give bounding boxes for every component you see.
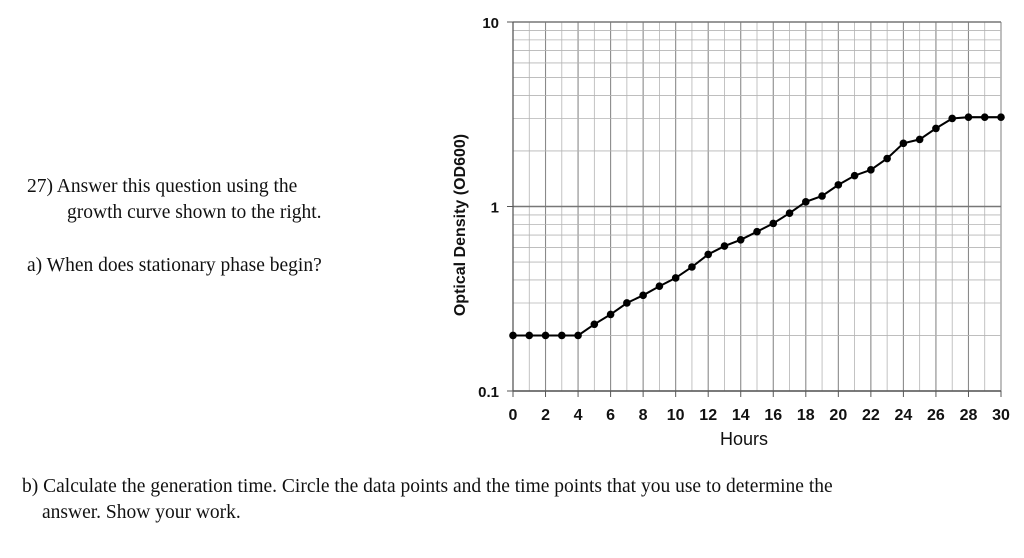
chart-grid bbox=[513, 22, 1001, 391]
data-point bbox=[981, 113, 989, 121]
data-point bbox=[509, 332, 517, 340]
data-point bbox=[639, 292, 647, 300]
data-point bbox=[818, 192, 826, 200]
data-point bbox=[704, 251, 712, 259]
x-tick-label: 18 bbox=[796, 407, 815, 424]
chart-axes bbox=[507, 22, 1001, 397]
data-point bbox=[916, 136, 924, 144]
data-point bbox=[769, 220, 777, 228]
data-point bbox=[542, 332, 550, 340]
data-point bbox=[932, 125, 940, 133]
question-b bbox=[22, 474, 833, 526]
x-tick-label: 30 bbox=[992, 407, 1010, 424]
question-b-line-2: answer. Show your work. bbox=[42, 502, 241, 523]
data-point bbox=[851, 172, 859, 180]
data-point bbox=[802, 198, 810, 206]
data-point bbox=[688, 263, 696, 271]
data-point bbox=[948, 115, 956, 123]
data-point bbox=[900, 140, 908, 148]
question-27-line-2: growth curve shown to the right. bbox=[67, 202, 322, 223]
x-tick-label: 10 bbox=[666, 407, 685, 424]
data-point bbox=[883, 155, 891, 163]
y-tick-label: 0.1 bbox=[478, 384, 499, 401]
data-point bbox=[558, 332, 566, 340]
x-tick-label: 14 bbox=[731, 407, 750, 424]
x-tick-label: 22 bbox=[861, 407, 880, 424]
data-point bbox=[721, 242, 729, 250]
data-point bbox=[867, 166, 875, 174]
data-point bbox=[786, 209, 794, 217]
data-point bbox=[656, 282, 664, 290]
question-27-line-1: 27) Answer this question using the bbox=[27, 176, 298, 197]
data-point bbox=[607, 311, 615, 319]
x-axis-label: Hours bbox=[719, 429, 769, 449]
x-tick-label: 4 bbox=[573, 407, 583, 424]
x-tick-label: 0 bbox=[508, 407, 518, 424]
data-point bbox=[753, 228, 761, 236]
question-a: a) When does stationary phase begin? bbox=[27, 255, 322, 276]
data-point bbox=[835, 181, 843, 189]
data-point bbox=[965, 113, 973, 121]
data-point bbox=[591, 320, 599, 328]
data-point bbox=[623, 299, 631, 307]
y-tick-label: 1 bbox=[490, 199, 499, 217]
data-point bbox=[525, 332, 533, 340]
x-tick-label: 16 bbox=[764, 407, 783, 424]
y-axis-label: Optical Density (OD600) bbox=[452, 133, 469, 317]
y-tick-label: 10 bbox=[482, 15, 499, 32]
data-point bbox=[672, 274, 680, 282]
question-b-line-1: b) Calculate the generation time. Circle the data points and the time points that you use to determine the bbox=[22, 476, 833, 497]
x-tick-label: 28 bbox=[959, 407, 978, 424]
data-point bbox=[737, 236, 745, 244]
x-tick-label: 24 bbox=[894, 407, 913, 424]
x-tick-label: 8 bbox=[638, 407, 648, 424]
x-tick-label: 2 bbox=[541, 407, 550, 424]
x-tick-label: 26 bbox=[927, 407, 945, 424]
data-point bbox=[574, 332, 582, 340]
growth-curve-chart bbox=[440, 0, 1024, 460]
x-tick-label: 12 bbox=[699, 407, 718, 424]
x-tick-label: 6 bbox=[606, 407, 616, 424]
question-27 bbox=[27, 174, 322, 226]
x-tick-label: 20 bbox=[829, 407, 848, 424]
data-point bbox=[997, 113, 1005, 121]
tick-labels bbox=[478, 15, 1010, 424]
